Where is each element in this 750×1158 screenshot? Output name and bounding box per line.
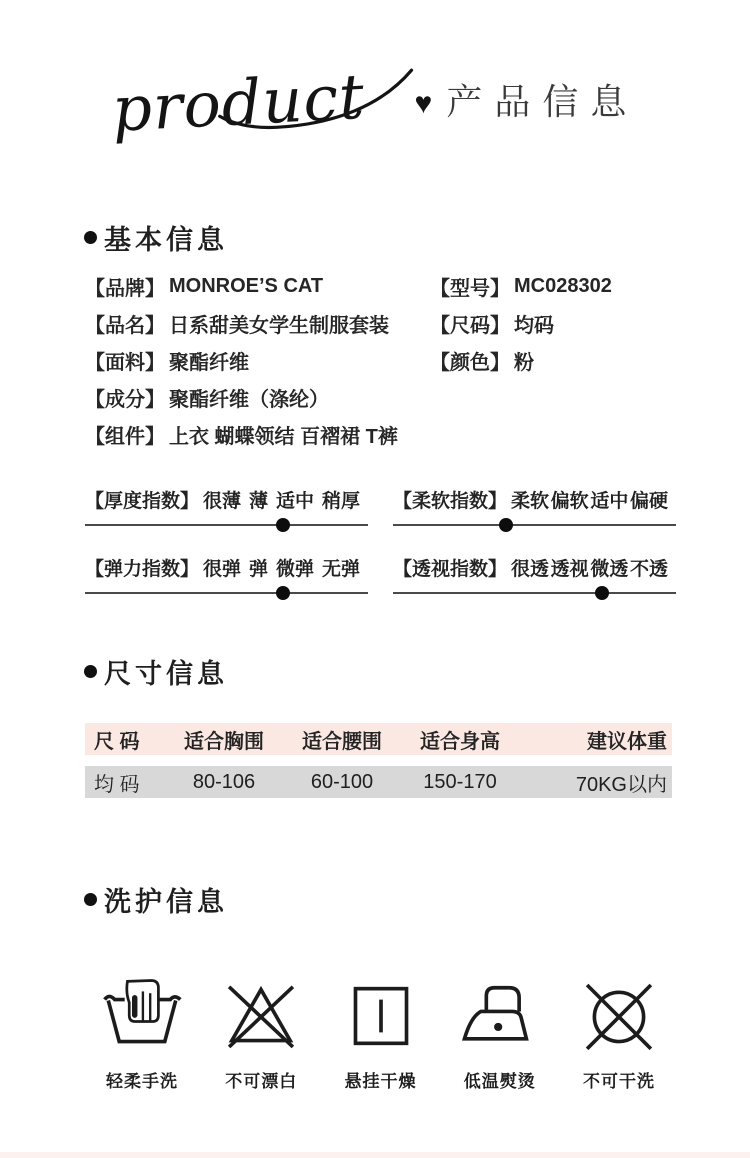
info-row-model: 【型号】 MC028302 <box>430 275 612 300</box>
bullet-icon <box>84 665 97 678</box>
section-title-size-text: 尺寸信息 <box>104 659 228 689</box>
index-option: 弹 <box>249 559 269 580</box>
size-table-header-cell: 适合身高 <box>420 730 500 753</box>
script-product-text: product <box>109 59 367 146</box>
bottom-accent-strip <box>0 1152 750 1158</box>
index-option: 很薄 <box>203 491 242 512</box>
size-table-cell: 70KG以内 <box>575 773 667 796</box>
index-track <box>85 592 368 594</box>
page-title: 产品信息 <box>446 81 639 122</box>
index-option: 微透 <box>590 559 629 580</box>
size-table-header-cell: 建议体重 <box>587 730 667 753</box>
index-option: 很透 <box>511 559 550 580</box>
index-track <box>85 524 368 526</box>
no-dry-clean-icon <box>574 975 664 1057</box>
basic-info-grid <box>85 268 685 453</box>
care-item-hand-wash <box>88 975 196 1092</box>
no-bleach-icon <box>216 975 306 1057</box>
index-track <box>393 592 676 594</box>
index-track <box>393 524 676 526</box>
header <box>0 52 750 152</box>
index-dot <box>499 518 513 532</box>
index-option: 薄 <box>249 491 269 512</box>
info-row-composition: 【成分】 聚酯纤维（涤纶） <box>85 389 329 411</box>
index-option: 不透 <box>629 559 668 580</box>
index-dot <box>276 518 290 532</box>
care-item-iron-low <box>446 975 554 1092</box>
index-option: 稍厚 <box>321 491 360 512</box>
care-label: 轻柔手洗 <box>106 1072 178 1091</box>
index-transparency <box>393 554 676 594</box>
index-option: 无弹 <box>321 559 360 580</box>
section-title-care <box>84 880 228 919</box>
size-table-row <box>85 766 672 798</box>
size-table-header-cell: 适合胸围 <box>184 730 264 753</box>
info-row-brand: 【品牌】 MONROE’S CAT <box>85 275 324 300</box>
info-row-fabric: 【面料】 聚酯纤维 <box>85 352 249 374</box>
size-table <box>85 723 672 798</box>
hand-wash-icon <box>97 975 187 1057</box>
care-icons-row <box>88 975 673 1092</box>
size-table-header-cell: 尺 码 <box>94 730 140 753</box>
care-label: 低温熨烫 <box>463 1072 536 1091</box>
info-row-size: 【尺码】 均码 <box>430 315 554 337</box>
index-option: 偏软 <box>550 491 589 512</box>
hang-dry-icon <box>336 975 426 1057</box>
index-label: 【弹力指数】 <box>85 559 200 580</box>
info-row-product-name: 【品名】 日系甜美女学生制服套装 <box>85 315 389 337</box>
size-table-header <box>85 723 672 755</box>
heart-icon: ♥ <box>414 87 433 120</box>
section-title-care-text: 洗护信息 <box>104 887 228 917</box>
index-option: 适中 <box>590 491 629 512</box>
index-thickness <box>85 486 368 526</box>
basic-info-left-column <box>85 268 430 453</box>
info-row-components: 【组件】 上衣 蝴蝶领结 百褶裙 T裤 <box>85 426 398 448</box>
index-option: 适中 <box>275 491 314 512</box>
index-option: 很弹 <box>203 559 242 580</box>
info-row-color: 【颜色】 粉 <box>430 352 534 374</box>
index-option: 透视 <box>550 559 589 580</box>
index-option: 柔软 <box>511 491 550 512</box>
script-product-word <box>110 59 376 146</box>
care-label: 不可干洗 <box>583 1072 655 1091</box>
section-title-basic <box>84 218 228 257</box>
index-label: 【柔软指数】 <box>393 491 508 512</box>
index-sliders <box>85 486 676 594</box>
iron-low-icon <box>455 975 545 1057</box>
script-flourish-icon <box>211 63 424 136</box>
size-table-cell: 60-100 <box>310 770 374 793</box>
size-table-cell: 80-106 <box>192 770 256 793</box>
care-item-hang-dry <box>327 975 435 1092</box>
index-dot <box>595 586 609 600</box>
section-title-size <box>84 652 228 691</box>
index-label: 【透视指数】 <box>393 559 508 580</box>
basic-info-right-column <box>430 268 685 453</box>
care-label: 不可漂白 <box>225 1072 298 1091</box>
size-table-header-cell: 适合腰围 <box>302 730 382 753</box>
bullet-icon <box>84 893 97 906</box>
care-label: 悬挂干燥 <box>344 1072 417 1091</box>
section-title-basic-text: 基本信息 <box>104 225 228 255</box>
size-table-cell: 150-170 <box>423 770 497 793</box>
index-elasticity <box>85 554 368 594</box>
index-option: 微弹 <box>275 559 314 580</box>
index-dot <box>276 586 290 600</box>
care-item-no-dry-clean <box>565 975 673 1092</box>
bullet-icon <box>84 231 97 244</box>
care-item-no-bleach <box>207 975 315 1092</box>
index-label: 【厚度指数】 <box>85 491 200 512</box>
index-softness <box>393 486 676 526</box>
index-option: 偏硬 <box>629 491 668 512</box>
size-table-cell: 均 码 <box>94 773 140 796</box>
